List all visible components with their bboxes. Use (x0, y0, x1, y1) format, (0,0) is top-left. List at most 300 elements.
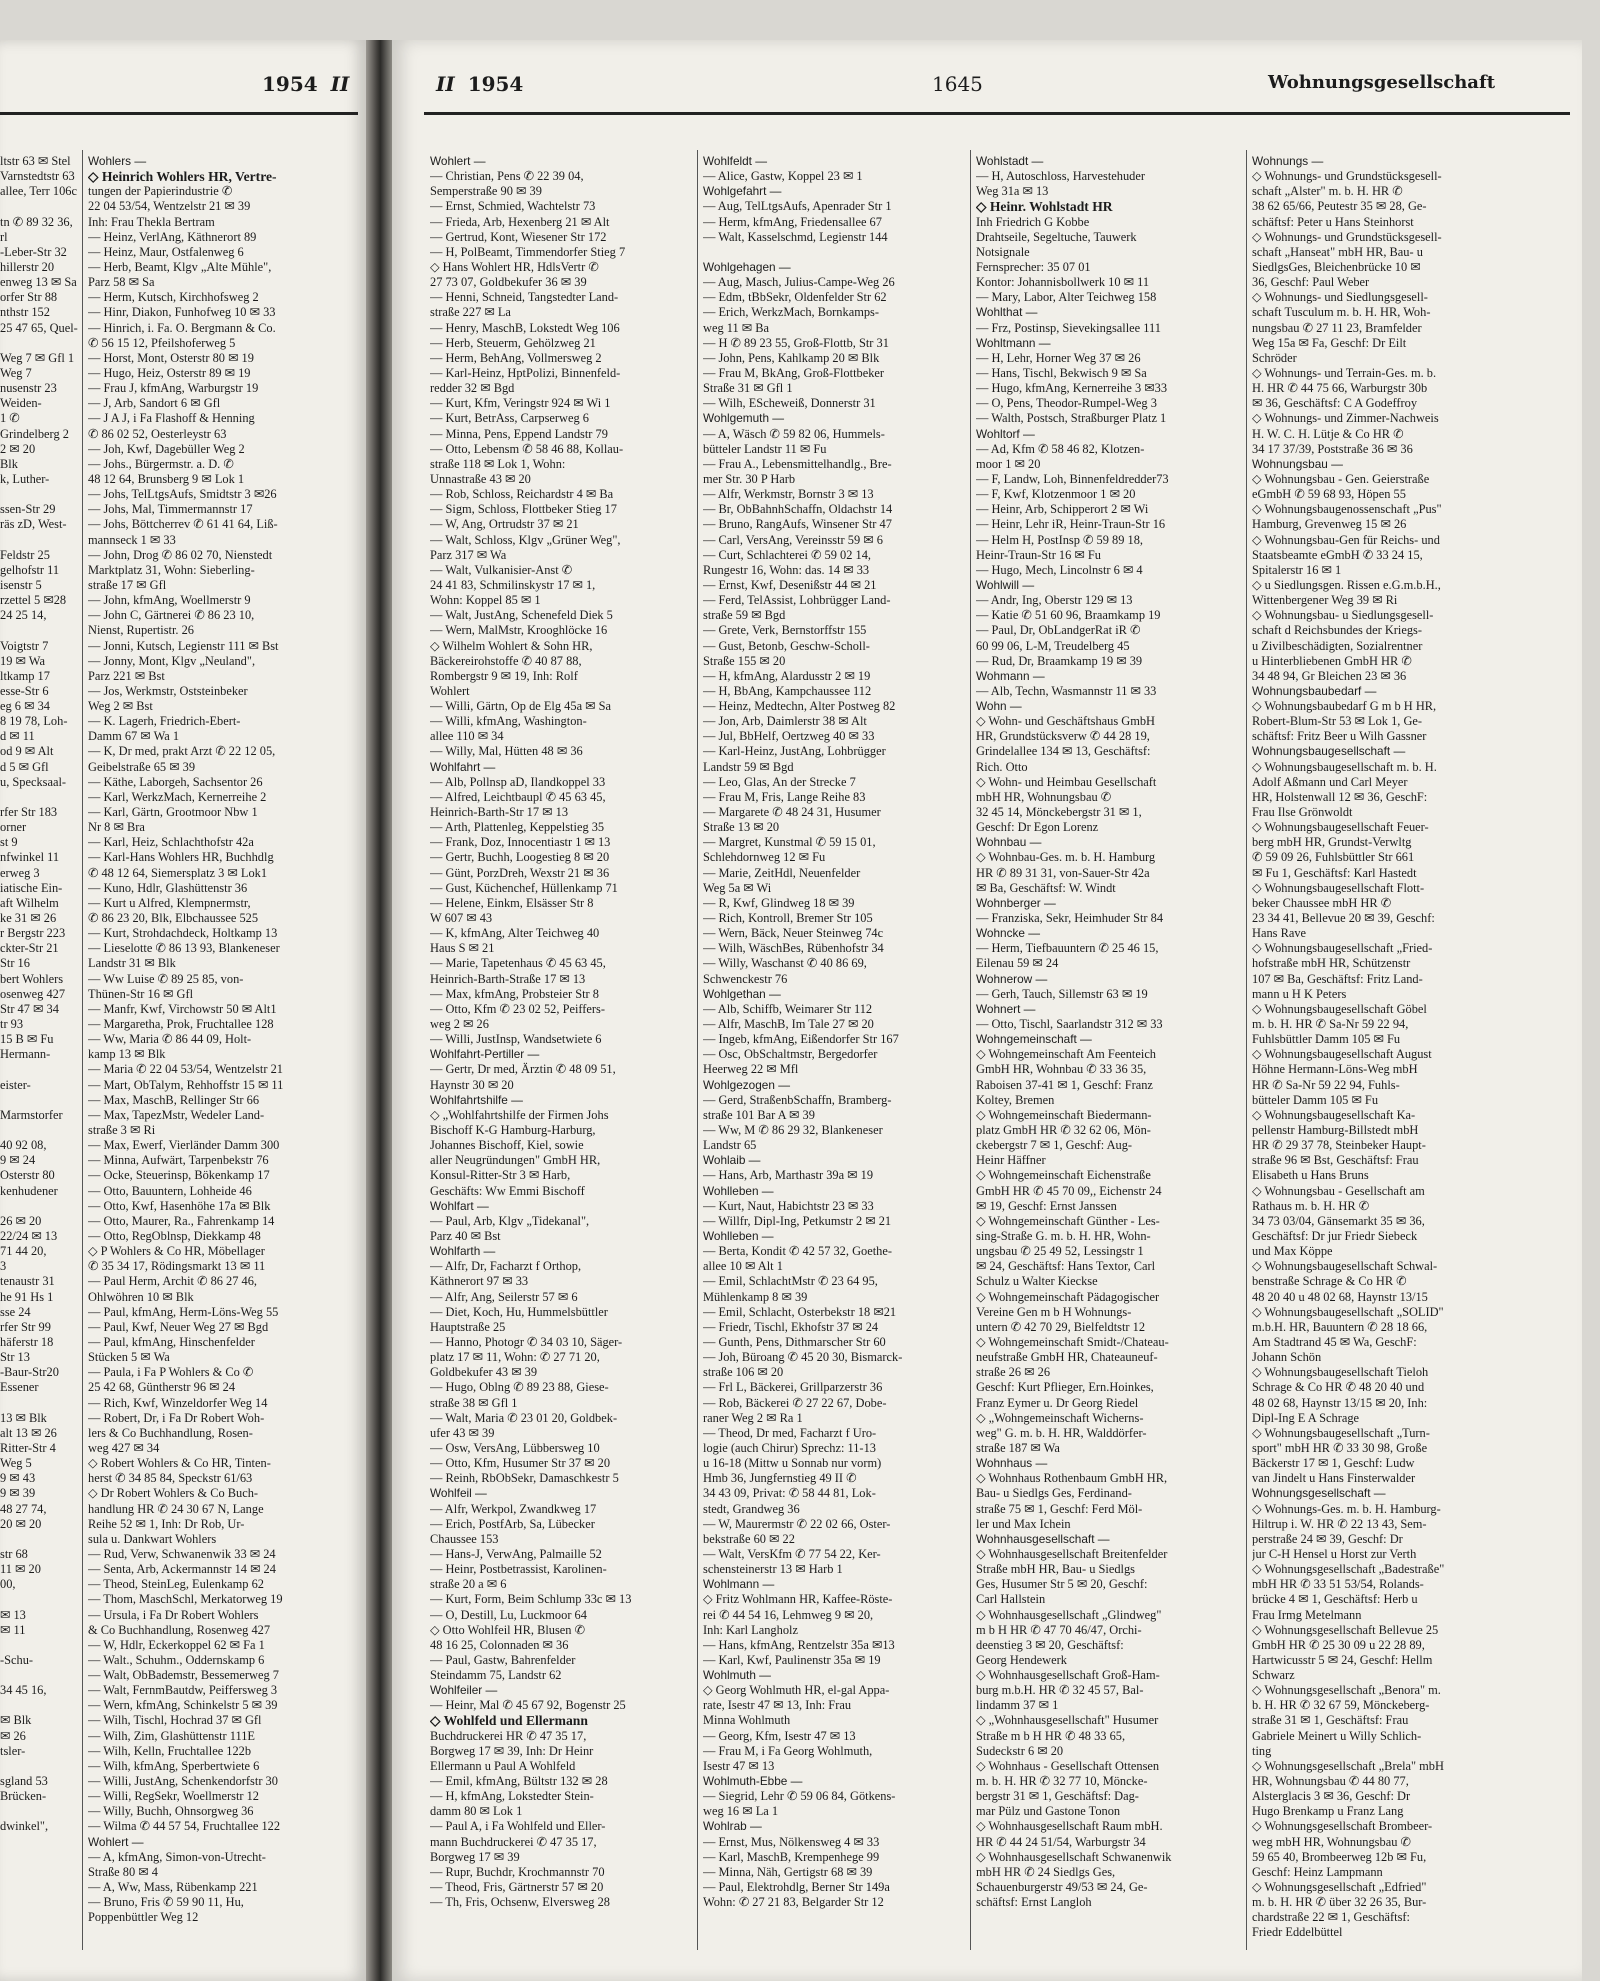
directory-line: mannseck 1 ✉ 33 (88, 532, 176, 547)
directory-line: — Rupr, Buchdr, Krochmannstr 70 (430, 1864, 605, 1879)
directory-line: 32 45 14, Mönckebergstr 31 ✉ 1, (976, 805, 1142, 820)
directory-line: Voigtstr 7 (0, 638, 49, 653)
surname-heading: Wohltmann — (976, 335, 1051, 350)
surname-heading: Wohlaib — (703, 1153, 761, 1168)
directory-line: Weg 2 ✉ Bst (88, 699, 153, 714)
directory-line: 40 92 08, (0, 1138, 47, 1153)
directory-line: — Helene, Einkm, Elsässer Str 8 (430, 895, 594, 910)
surname-heading: Wohnhausgesellschaft — (976, 1531, 1110, 1546)
directory-line: straße 118 ✉ Lok 1, Wohn: (430, 456, 566, 471)
directory-line: — Andr, Ing, Oberstr 129 ✉ 13 (976, 593, 1133, 608)
directory-line: — Ernst, Schmied, Wachtelstr 73 (430, 199, 596, 214)
directory-line: — F, Landw, Loh, Binnenfeldredder73 (976, 471, 1169, 486)
firm-entry-line: ◇ Wohngemeinschaft Eichenstraße (976, 1168, 1151, 1183)
directory-line: m. b. H. HR ✆ 32 77 10, Möncke- (976, 1774, 1148, 1789)
directory-line: Wohn: Koppel 85 ✉ 1 (430, 593, 541, 608)
directory-line: Frau Irmg Metelmann (1252, 1607, 1362, 1622)
directory-line: — Paul A, i Fa Wohlfeld und Eller- (430, 1819, 606, 1834)
directory-line: — Willi, Gärtn, Op de Elg 45a ✉ Sa (430, 699, 612, 714)
directory-line: — Gerd, StraßenbSchaffn, Bramberg- (703, 1092, 892, 1107)
directory-line: 34 43 09, Privat: ✆ 58 44 81, Lok- (703, 1486, 876, 1501)
directory-line: 48 02 68, Haynstr 13/15 ✉ 20, Inh: (1252, 1395, 1428, 1410)
directory-line: Haus S ✉ 21 (430, 941, 495, 956)
directory-line (0, 1804, 80, 1819)
directory-line: mbH HR ✆ 33 51 53/54, Rolands- (1252, 1577, 1424, 1592)
directory-line: Grindelallee 134 ✉ 13, Geschäftsf: (976, 744, 1151, 759)
surname-heading: Wohlgezogen — (703, 1077, 791, 1092)
directory-line: — Paul Herm, Archit ✆ 86 27 46, (88, 1274, 258, 1289)
directory-line: — Willy, Buchh, Ohnsorgweg 36 (88, 1804, 254, 1819)
firm-entry-line: ◇ Wohnungs- und Terrain-Ges. m. b. (1252, 365, 1437, 380)
directory-line: Landstr 59 ✉ Bgd (703, 759, 794, 774)
directory-line: — Hans, kfmAng, Rentzelstr 35a ✉13 (703, 1637, 895, 1652)
directory-line: alt 13 ✉ 26 (0, 1425, 57, 1440)
directory-line: ✆ 35 34 17, Rödingsmarkt 13 ✉ 11 (88, 1259, 266, 1274)
firm-entry-line: ◇ Robert Wohlers & Co HR, Tinten- (88, 1456, 271, 1471)
directory-line: — Sigm, Schloss, Flottbeker Stieg 17 (430, 502, 617, 517)
directory-line: Goldbekufer 43 ✉ 39 (430, 1365, 538, 1380)
directory-line: — Hinrich, i. Fa. O. Bergmann & Co. (88, 320, 276, 335)
directory-line: Konsul-Ritter-Str 3 ✉ Harb, (430, 1168, 571, 1183)
directory-line: rzettel 5 ✉28 (0, 593, 67, 608)
directory-line: — Heinr, Lehr iR, Heinr-Traun-Str 16 (976, 517, 1166, 532)
surname-heading: Wohlwill — (976, 577, 1035, 592)
directory-line: r Bergstr 223 (0, 926, 66, 941)
directory-line: — Herm, Tiefbauuntern ✆ 25 46 15, (976, 941, 1159, 956)
directory-line: 22/24 ✉ 13 (0, 1228, 58, 1243)
directory-line: — Walt, VersKfm ✆ 77 54 22, Ker- (703, 1546, 881, 1561)
directory-line: — Ernst, Kwf, Desenißstr 44 ✉ 21 (703, 577, 877, 592)
surname-heading: Wohlmann — (703, 1577, 775, 1592)
directory-line: Elisabeth u Hans Bruns (1252, 1168, 1369, 1183)
firm-entry-line: ◇ Wohnungsbau - Gesellschaft am (1252, 1183, 1425, 1198)
directory-line: schaft „Hanseat" mbH HR, Bau- u (1252, 244, 1423, 259)
directory-line: Ges, Husumer Str 5 ✉ 20, Geschf: (976, 1577, 1148, 1592)
surname-heading: Wohlfeldt — (703, 154, 768, 168)
directory-line: beker Chaussee mbH HR ✆ (1252, 895, 1392, 910)
directory-line: Geschäfts: Ww Emmi Bischoff (430, 1183, 585, 1198)
directory-line: Höhne Hermann-Löns-Weg mbH (1252, 1062, 1418, 1077)
directory-line: Bäckereirohstoffe ✆ 40 87 88, (430, 653, 582, 668)
directory-line: Heerweg 22 ✉ Mfl (703, 1062, 799, 1077)
directory-line: straße 26 ✉ 26 (976, 1365, 1051, 1380)
directory-line: Rungestr 16, Wohn: das. 14 ✉ 33 (703, 562, 870, 577)
directory-line: sport" mbH HR ✆ 33 30 98, Große (1252, 1440, 1428, 1455)
surname-heading: Wohlert — (88, 1834, 144, 1849)
directory-line: weg 16 ✉ La 1 (703, 1804, 779, 1819)
directory-line: H. W. C. H. Lütje & Co HR ✆ (1252, 426, 1404, 441)
directory-line: Wohlert (430, 683, 470, 698)
directory-line: Schwenckestr 76 (703, 971, 788, 986)
directory-line: — Rud, Dr, Braamkamp 19 ✉ 39 (976, 653, 1143, 668)
firm-entry-line: ◇ Wohnungsbaugesellschaft „SOLID" (1252, 1304, 1444, 1319)
surname-heading: Wohnberger — (976, 895, 1056, 910)
surname-heading: Wohlstadt — (976, 154, 1044, 168)
left-column-b (88, 154, 356, 1925)
directory-line: — K. Lagerh, Friedrich-Ebert- (88, 714, 241, 729)
directory-line: m. b. H. HR ✆ über 32 26 35, Bur- (1252, 1895, 1427, 1910)
directory-line: — H, kfmAng, Alardusstr 2 ✉ 19 (703, 668, 871, 683)
directory-line: HR ✆ 29 37 78, Steinbeker Haupt- (1252, 1138, 1426, 1153)
directory-line: 3 (0, 1259, 7, 1274)
directory-line: Georg Hendewerk (976, 1652, 1067, 1667)
surname-heading: Wohlgehagen — (703, 259, 791, 274)
directory-line: — Paul, kfmAng, Herm-Löns-Weg 55 (88, 1304, 279, 1319)
directory-line: Eilenau 59 ✉ 24 (976, 956, 1059, 971)
directory-line: rfer Str 183 (0, 805, 58, 820)
directory-line: — Alfr, Dr, Facharzt f Orthop, (430, 1259, 582, 1274)
directory-line: Heinr-Traun-Str 16 ✉ Fu (976, 547, 1101, 562)
directory-line: — Gust, Küchenchef, Hüllenkamp 71 (430, 880, 618, 895)
directory-line: — W, Ang, Ortrudstr 37 ✉ 21 (430, 517, 579, 532)
directory-line: — Otto, RegOblnsp, Diekkamp 48 (88, 1228, 261, 1243)
directory-line: GmbH HR ✆ 45 70 09,, Eichenstr 24 (976, 1183, 1162, 1198)
directory-line: Weiden- (0, 396, 42, 411)
surname-heading: Wohn — (976, 699, 1022, 714)
directory-line: — Frau M, i Fa Georg Wohlmuth, (703, 1743, 873, 1758)
directory-line: — Joh, Büroang ✆ 45 20 30, Bismarck- (703, 1350, 903, 1365)
directory-line: ✉ 13 (0, 1607, 26, 1622)
directory-line: — Emil, kfmAng, Bültstr 132 ✉ 28 (430, 1774, 608, 1789)
directory-line: 34 48 94, Gr Bleichen 23 ✉ 36 (1252, 668, 1407, 683)
directory-line: — Heinz, Medtechn, Alter Postweg 82 (703, 699, 896, 714)
directory-line: — Otto, Bauuntern, Lohheide 46 (88, 1183, 252, 1198)
directory-line: aft Wilhelm (0, 895, 59, 910)
directory-line: — Senta, Arb, Ackermannstr 14 ✉ 24 (88, 1562, 276, 1577)
directory-line: — Wilh, kfmAng, Sperbertwiete 6 (88, 1758, 260, 1773)
directory-line: — H, Lehr, Horner Weg 37 ✉ 26 (976, 350, 1141, 365)
directory-line: — Johs, Mal, Timmermannstr 17 (88, 502, 253, 517)
directory-line: — Arth, Plattenleg, Keppelstieg 35 (430, 820, 605, 835)
directory-line: — Paul, Dr, ObLandgerRat iR ✆ (976, 623, 1141, 638)
directory-line: berg mbH HR, Grundst-Verwltg (1252, 835, 1412, 850)
directory-line: — Paul, kfmAng, Hinschenfelder (88, 1334, 255, 1349)
directory-line: allee 10 ✉ Alt 1 (703, 1259, 783, 1274)
directory-line: nfwinkel 11 (0, 850, 60, 865)
directory-line: Landstr 65 (703, 1138, 757, 1153)
directory-line: Johann Schön (1252, 1350, 1322, 1365)
directory-line: Inh: Frau Thekla Bertram (88, 214, 215, 229)
directory-line: — Willy, Mal, Hütten 48 ✉ 36 (430, 744, 583, 759)
directory-line: Marmstorfer (0, 1107, 63, 1122)
directory-line: Ellermann u Paul A Wohlfeld (430, 1758, 576, 1773)
directory-line: — Gertr, Buchh, Loogestieg 8 ✉ 20 (430, 850, 610, 865)
directory-line: — Rud, Verw, Schwanenwik 33 ✉ 24 (88, 1546, 276, 1561)
directory-line: HR ✆ 89 31 31, von-Sauer-Str 42a (976, 865, 1150, 880)
directory-line: ✉ 36, Geschäftsf: C A Godeffroy (1252, 396, 1418, 411)
directory-line: Steindamm 75, Landstr 62 (430, 1668, 562, 1683)
firm-entry-line: ◇ Wohnungsbaugesellschaft „Turn- (1252, 1425, 1430, 1440)
directory-line: Gabriele Meinert u Willy Schlich- (1252, 1728, 1422, 1743)
directory-line: Str 47 ✉ 34 (0, 1001, 59, 1016)
firm-entry-line: ◇ Wohnungsbaugesellschaft Feuer- (1252, 820, 1429, 835)
firm-entry-line: ◇ Wohngemeinschaft Pädagogischer (976, 1289, 1160, 1304)
directory-line: — Margret, Kunstmal ✆ 59 15 01, (703, 835, 876, 850)
directory-line: — Johs, Böttcherrev ✆ 61 41 64, Liß- (88, 517, 278, 532)
directory-line: — Wilh, Kelln, Fruchtallee 122b (88, 1743, 252, 1758)
directory-line: — Otto, Maurer, Ra., Fahrenkamp 14 (88, 1213, 275, 1228)
directory-line: ler und Max Ichein (976, 1516, 1071, 1531)
directory-line: schaft Tusculum m. b. H. HR, Woh- (1252, 305, 1431, 320)
directory-line: — Ad, Kfm ✆ 58 46 82, Klotzen- (976, 441, 1145, 456)
directory-line: — Margarete ✆ 48 24 31, Husumer (703, 805, 881, 820)
directory-line: ✆ 86 23 20, Blk, Elbchaussee 525 (88, 911, 259, 926)
directory-line: Reihe 52 ✉ 1, Inh: Dr Rob, Ur- (88, 1516, 245, 1531)
directory-line: 26 ✉ 20 (0, 1213, 42, 1228)
directory-line: & Co Buchhandlung, Rosenweg 427 (88, 1622, 271, 1637)
directory-line: str 68 (0, 1546, 28, 1561)
directory-line: ✉ Fu 1, Geschäftsf: Karl Hastedt (1252, 865, 1417, 880)
directory-line: Bäckerstr 17 ✉ 1, Geschf: Ludw (1252, 1456, 1415, 1471)
directory-line: 20 ✉ 20 (0, 1516, 42, 1531)
directory-line: — Br, ObBahnhSchaffn, Oldachstr 14 (703, 502, 893, 517)
directory-line: Blk (0, 456, 18, 471)
surname-heading: Wohlfahrtshilfe — (430, 1092, 523, 1107)
directory-line: — Ursula, i Fa Dr Robert Wohlers (88, 1607, 259, 1622)
firm-entry-line: ◇ Wohnungsgesellschaft „Benora" m. (1252, 1683, 1441, 1698)
directory-line: Straße 80 ✉ 4 (88, 1864, 158, 1879)
directory-line: Bau- u Siedlgs Ges, Ferdinand- (976, 1486, 1132, 1501)
directory-line: — Jul, BbHelf, Oertzweg 40 ✉ 33 (703, 729, 875, 744)
directory-line: od 9 ✉ Alt (0, 744, 54, 759)
directory-line: ltstr 63 ✉ Stel (0, 154, 71, 168)
directory-line: Ohlwöhren 10 ✉ Blk (88, 1289, 194, 1304)
directory-line: nungsbau ✆ 27 11 23, Bramfelder (1252, 320, 1422, 335)
directory-line: ltkamp 17 (0, 668, 50, 683)
directory-line: Buchdruckerei HR ✆ 47 35 17, (430, 1728, 587, 1743)
surname-heading: Wohlmuth — (703, 1668, 771, 1683)
directory-line: erweg 3 (0, 865, 40, 880)
directory-line: — Wilma ✆ 44 57 54, Fruchtallee 122 (88, 1819, 281, 1834)
surname-heading: Wohnerow — (976, 971, 1048, 986)
directory-line: tungen der Papierindustrie ✆ (88, 184, 233, 199)
directory-line: ✆ 56 15 12, Pfeilshoferweg 5 (88, 335, 236, 350)
surname-heading: Wohlgemuth — (703, 411, 785, 426)
directory-line: — Edm, tBbSekr, Oldenfelder Str 62 (703, 290, 887, 305)
column-divider (697, 150, 698, 1950)
directory-line: straße 96 ✉ Bst, Geschäftsf: Frau (1252, 1153, 1419, 1168)
directory-line: — Karl-Hans Wohlers HR, Buchhdlg (88, 850, 274, 865)
firm-entry-line: ◇ Wohnhaus - Gesellschaft Ottensen (976, 1758, 1160, 1773)
directory-line: tsler- (0, 1743, 26, 1758)
directory-line: 22 04 53/54, Wentzelstr 21 ✉ 39 (88, 199, 251, 214)
directory-line: — Siegrid, Lehr ✆ 59 06 84, Götkens- (703, 1789, 896, 1804)
directory-line: 9 ✉ 24 (0, 1153, 36, 1168)
directory-line: — K, kfmAng, Alter Teichweg 40 (430, 926, 600, 941)
directory-line: — H, PolBeamt, Timmendorfer Stieg 7 (430, 244, 626, 259)
directory-line: Inh: Karl Langholz (703, 1622, 798, 1637)
directory-line: HR ✆ Sa-Nr 59 22 94, Fuhls- (1252, 1077, 1400, 1092)
directory-line: Am Stadtrand 45 ✉ Wa, GeschF: (1252, 1334, 1417, 1349)
firm-entry-line: ◇ Georg Wohlmuth HR, el-gal Appa- (703, 1683, 890, 1698)
directory-line: — Kuno, Hdlr, Glashüttenstr 36 (88, 880, 248, 895)
firm-entry-line: ◇ Wohnungsbau - Gen. Geierstraße (1252, 471, 1430, 486)
directory-line (0, 1062, 80, 1077)
directory-line: — Paul, Elektrohdlg, Berner Str 149a (703, 1880, 890, 1895)
directory-line: Straße 31 ✉ Gfl 1 (703, 381, 793, 396)
directory-line: — Henni, Schneid, Tangstedter Land- (430, 290, 619, 305)
directory-line: — Herb, Beamt, Klgv „Alte Mühle", (88, 259, 272, 274)
directory-line: u Zivilbeschädigten, Sozialrentner (1252, 638, 1423, 653)
directory-line: — Alfred, Leichtbaupl ✆ 45 63 45, (430, 789, 606, 804)
directory-line: — Wilh, Tischl, Hochrad 37 ✉ Gfl (88, 1713, 262, 1728)
directory-line: mbH HR ✆ 24 Siedlgs Ges, (976, 1864, 1116, 1879)
directory-line: rate, Isestr 47 ✉ 13, Inh: Frau (703, 1698, 852, 1713)
directory-line: — Wilh, Zim, Glashüttenstr 111E (88, 1728, 255, 1743)
firm-entry-line: ◇ Wohnungsbaugenossenschaft „Pus" (1252, 502, 1442, 517)
directory-line: Marktplatz 31, Wohn: Sieberling- (88, 562, 255, 577)
directory-line: — Ferd, TelAssist, Lohbrügger Land- (703, 593, 891, 608)
firm-entry-line: ◇ Wohnhausgesellschaft Breitenfelder (976, 1546, 1168, 1561)
directory-line: Rich. Otto (976, 759, 1028, 774)
directory-line: Schauenburgerstr 49/53 ✉ 24, Ge- (976, 1880, 1148, 1895)
directory-line: st 9 (0, 835, 18, 850)
directory-line: Alsterglacis 3 ✉ 36, Geschf: Dr (1252, 1789, 1411, 1804)
directory-line: — Käthe, Laborgeh, Sachsentor 26 (88, 774, 263, 789)
firm-entry-line: ◇ Wohnungsgesellschaft „Edfried" (1252, 1880, 1427, 1895)
directory-line: straße 3 ✉ Ri (88, 1123, 156, 1137)
directory-line: — Hans, Tischl, Bekwisch 9 ✉ Sa (976, 365, 1147, 380)
directory-line: — Gertr, Dr med, Ärztin ✆ 48 09 51, (430, 1062, 616, 1077)
left-header-rule (0, 112, 358, 115)
directory-line: u Hinterbliebenen GmbH HR ✆ (1252, 653, 1412, 668)
directory-line: — Kurt, Naut, Habichtstr 23 ✉ 33 (703, 1198, 874, 1213)
directory-line: — Aug, TelLtgsAufs, Apenrader Str 1 (703, 199, 892, 214)
directory-line: — Frau A., Lebensmittelhandlg., Bre- (703, 456, 892, 471)
directory-line: -Schu- (0, 1652, 34, 1667)
surname-heading: Wohnungs — (1252, 154, 1324, 168)
directory-line: isenstr 5 (0, 577, 42, 592)
directory-line: — Max, MaschB, Rellinger Str 66 (88, 1092, 260, 1107)
directory-line: — Heinr, Mal ✆ 45 67 92, Bogenstr 25 (430, 1698, 626, 1713)
firm-entry-line: ◇ Wohngemeinschaft Smidt-/Chateau- (976, 1334, 1169, 1349)
directory-line: Hauptstraße 25 (430, 1319, 506, 1334)
directory-line: u 16-18 (Mittw u Sonnab nur vorm) (703, 1456, 882, 1471)
directory-line: enweg 13 ✉ Sa (0, 275, 77, 290)
directory-line: Parz 58 ✉ Sa (88, 275, 155, 290)
directory-line: — John, Pens, Kahlkamp 20 ✉ Blk (703, 350, 880, 365)
directory-line: mbH HR, Wohnungsbau ✆ (976, 789, 1112, 804)
directory-line: bütteler Damm 105 ✉ Fu (1252, 1092, 1379, 1107)
directory-line: — Christian, Pens ✆ 22 39 04, (430, 169, 584, 184)
directory-line: Koltey, Bremen (976, 1092, 1055, 1107)
directory-line: straße 59 ✉ Bgd (703, 608, 786, 623)
firm-entry-line: ◇ „Wohlfahrtshilfe der Firmen Johs (430, 1107, 609, 1122)
directory-line: — Berta, Kondit ✆ 42 57 32, Goethe- (703, 1244, 892, 1259)
directory-line: eg 6 ✉ 34 (0, 699, 50, 714)
directory-line: HR ✆ 44 24 51/54, Warburgstr 34 (976, 1834, 1146, 1849)
directory-line: neufstraße GmbH HR, Chateauneuf- (976, 1350, 1158, 1365)
directory-line: — Alice, Gastw, Koppel 23 ✉ 1 (703, 169, 863, 184)
directory-line: burg m.b.H. HR ✆ 32 45 57, Bal- (976, 1683, 1144, 1698)
directory-line: hillerstr 20 (0, 259, 55, 274)
directory-line: — Manfr, Kwf, Virchowstr 50 ✉ Alt1 (88, 1001, 277, 1016)
directory-line: Weg 7 (0, 365, 32, 380)
firm-entry-line: ◇ Wohnhausgesellschaft Raum mbH. (976, 1819, 1163, 1834)
directory-line: — Robert, Dr, i Fa Dr Robert Woh- (88, 1410, 265, 1425)
directory-line: benstraße Schrage & Co HR ✆ (1252, 1274, 1407, 1289)
surname-heading: Wohlmuth-Ebbe — (703, 1774, 803, 1789)
directory-line: — Kurt, Kfm, Veringstr 924 ✉ Wi 1 (430, 396, 611, 411)
directory-line: Ritter-Str 4 (0, 1440, 56, 1455)
firm-entry-line: ◇ Wohnungsbaugesellschaft Schwal- (1252, 1259, 1438, 1274)
directory-line: — Katie ✆ 51 60 96, Braamkamp 19 (976, 608, 1161, 623)
directory-line: — Alfr, MaschB, Im Tale 27 ✉ 20 (703, 1017, 874, 1032)
directory-line: H. HR ✆ 44 75 66, Warburgstr 30b (1252, 381, 1428, 396)
directory-line: nthstr 152 (0, 305, 50, 320)
directory-line: -Baur-Str20 (0, 1365, 59, 1380)
directory-line: — Frau M, BkAng, Groß-Flottbeker (703, 365, 885, 380)
firm-entry-line: ◇ Wohnungsbaubedarf G m b H HR, (1252, 699, 1437, 714)
directory-line: — Maria ✆ 22 04 53/54, Wentzelstr 21 (88, 1062, 283, 1077)
directory-line: — Heinz, VerlAng, Käthnerort 89 (88, 229, 257, 244)
directory-line: Adolf Aßmann und Carl Meyer (1252, 774, 1408, 789)
directory-line: allee 110 ✉ 34 (430, 729, 504, 744)
firm-entry-line: ◇ Wohnungsbaugesellschaft Göbel (1252, 1001, 1427, 1016)
firm-entry-line: ◇ Wohnungsbaugesellschaft m. b. H. (1252, 759, 1437, 774)
directory-line: Geschf: Dr Egon Lorenz (976, 820, 1099, 835)
directory-line: — Ingeb, kfmAng, Eißendorfer Str 167 (703, 1032, 899, 1047)
directory-line: van Jindelt u Hans Finsterwalder (1252, 1471, 1416, 1486)
directory-line: 48 16 25, Colonnaden ✉ 36 (430, 1637, 569, 1652)
right-page-header-left (436, 72, 523, 104)
directory-line: — Paul, Kwf, Neuer Weg 27 ✉ Bgd (88, 1319, 269, 1334)
directory-line: — Ocke, Steuerinsp, Bökenkamp 17 (88, 1168, 270, 1183)
directory-line: Essener (0, 1380, 39, 1395)
surname-heading: Wohlfeil — (430, 1486, 487, 1501)
directory-line: Sudeckstr 6 ✉ 20 (976, 1743, 1064, 1758)
surname-heading: Wohlers — (88, 154, 147, 168)
directory-line: — Heinr, Arb, Schipperort 2 ✉ Wi (976, 502, 1149, 517)
directory-line: bekstraße 60 ✉ 22 (703, 1531, 795, 1546)
directory-line: — Karl, WerkzMach, Kernerreihe 2 (88, 789, 267, 804)
directory-line: — Hinr, Diakon, Funhofweg 10 ✉ 33 (88, 305, 276, 320)
directory-line: schäftsf: Ernst Langloh (976, 1895, 1092, 1910)
directory-line: — Willi, JustInsp, Wandsetwiete 6 (430, 1032, 602, 1047)
directory-line: mann u H K Peters (1252, 986, 1347, 1001)
directory-line: 36, Geschf: Paul Weber (1252, 275, 1370, 290)
directory-line: Heinr Häffner (976, 1153, 1046, 1168)
directory-line: — Max, TapezMstr, Wedeler Land- (88, 1107, 265, 1122)
directory-line (0, 487, 80, 502)
directory-line: Frau Ilse Grönwoldt (1252, 805, 1353, 820)
directory-line: weg 427 ✉ 34 (88, 1440, 160, 1455)
directory-line: — Willi, JustAng, Schenkendorfstr 30 (88, 1774, 278, 1789)
directory-line: Schlehdornweg 12 ✉ Fu (703, 850, 826, 865)
firm-entry-line: ◇ Heinr. Wohlstadt HR (976, 199, 1113, 215)
directory-line (0, 533, 80, 548)
directory-line: HR, Wohnungsbau ✆ 44 80 77, (1252, 1774, 1409, 1789)
page-number: 1645 (932, 72, 983, 96)
directory-line: 00, (0, 1577, 16, 1592)
directory-line: — Erich, PostfArb, Sa, Lübecker (430, 1516, 595, 1531)
directory-line: — Carl, VersAng, Vereinsstr 59 ✉ 6 (703, 532, 883, 547)
surname-heading: Wohlleben — (703, 1183, 774, 1198)
right-header-roman: II (436, 72, 455, 96)
directory-line: — Wilh, EScheweiß, Donnerstr 31 (703, 396, 876, 411)
directory-line: dwinkel", (0, 1819, 49, 1834)
directory-line: — Theod, Dr med, Facharzt f Uro- (703, 1425, 877, 1440)
directory-line: Bischoff K-G Hamburg-Harburg, (430, 1123, 596, 1137)
directory-line: — Alfr, Werkpol, Zwandkweg 17 (430, 1501, 597, 1516)
directory-line: — Gust, Betonb, Geschw-Scholl- (703, 638, 870, 653)
directory-line: — Walt, Vulkanisier-Anst ✆ (430, 562, 573, 577)
firm-entry-line: ◇ Wohnhausgesellschaft „Glindweg" (976, 1607, 1162, 1622)
directory-line: Robert-Blum-Str 53 ✉ Lok 1, Ge- (1252, 714, 1423, 729)
directory-line: Brücken- (0, 1789, 47, 1804)
directory-line: — Marie, Tapetenhaus ✆ 45 63 45, (430, 956, 606, 971)
directory-line: Hartwicusstr 5 ✉ 24, Geschf: Hellm (1252, 1652, 1433, 1667)
